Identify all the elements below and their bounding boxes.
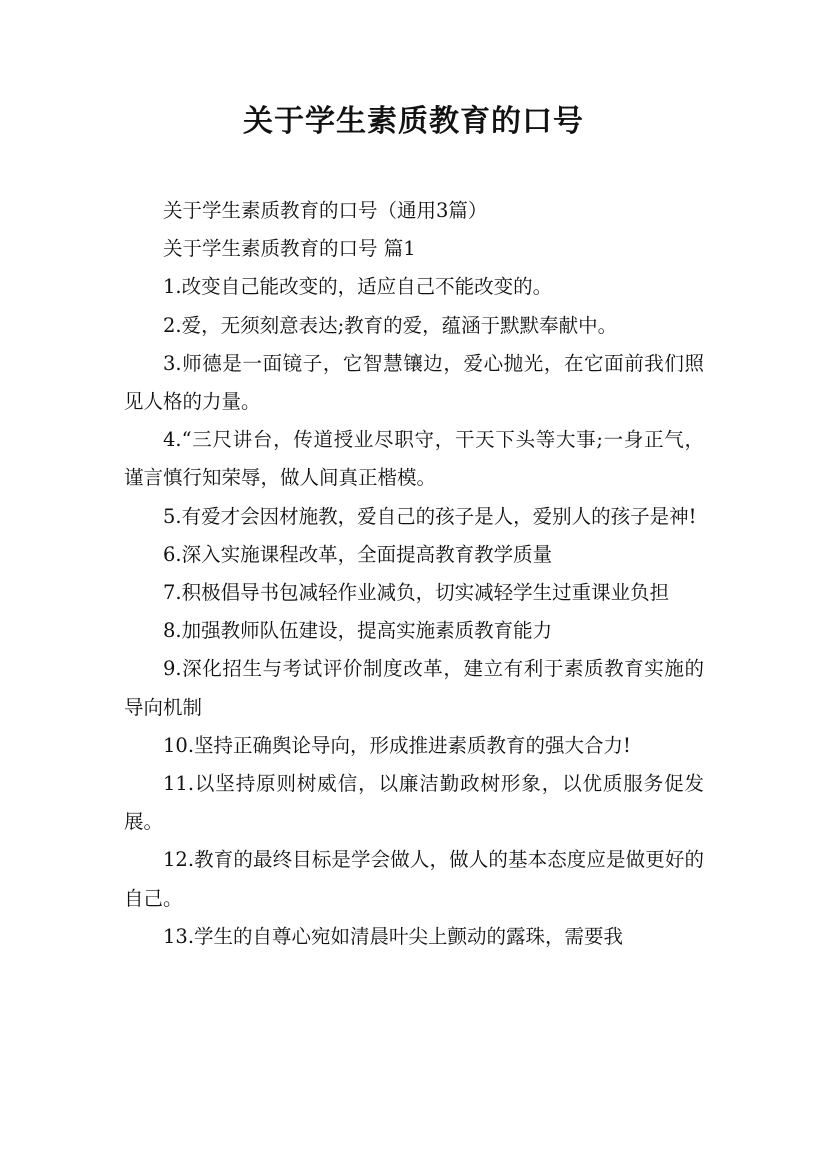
slogan-paragraph: 8.加强教师队伍建设，提高实施素质教育能力 (163, 619, 553, 643)
slogan-paragraph: 7.积极倡导书包减轻作业减负，切实减轻学生过重课业负担 (163, 581, 670, 605)
slogan-paragraph: 13.学生的自尊心宛如清晨叶尖上颤动的露珠，需要我 (163, 924, 624, 948)
slogan-paragraph: 6.深入实施课程改革，全面提高教育教学质量 (163, 542, 553, 566)
slogan-paragraph: 11.以坚持原则树威信，以廉洁勤政树形象，以优质服务促发展。 (124, 772, 704, 834)
document-body (124, 192, 704, 956)
document-title: 关于学生素质教育的口号 (243, 104, 584, 139)
slogan-paragraph: 5.有爱才会因材施教，爱自己的孩子是人，爱别人的孩子是神! (163, 504, 697, 528)
subtitle-paragraph: 关于学生素质教育的口号（通用3篇） (163, 199, 488, 222)
slogan-paragraph: 9.深化招生与考试评价制度改革，建立有利于素质教育实施的导向机制 (124, 657, 704, 719)
slogan-paragraph: 4.“三尺讲台，传道授业尽职守，干天下头等大事;一身正气，谨言慎行知荣辱，做人间真正楷模。 (124, 428, 704, 490)
slogan-paragraph: 1.改变自己能改变的，适应自己不能改变的。 (163, 275, 553, 299)
section-heading: 关于学生素质教育的口号 篇1 (163, 237, 416, 261)
slogan-paragraph: 10.坚持正确舆论导向，形成推进素质教育的强大合力! (163, 733, 631, 757)
slogan-paragraph: 2.爱，无须刻意表达;教育的爱，蕴涵于默默奉献中。 (163, 313, 618, 337)
slogan-paragraph: 3.师德是一面镜子，它智慧镶边，爱心抛光，在它面前我们照见人格的力量。 (124, 351, 704, 414)
slogan-paragraph: 12.教育的最终目标是学会做人，做人的基本态度应是做更好的自己。 (124, 848, 704, 910)
